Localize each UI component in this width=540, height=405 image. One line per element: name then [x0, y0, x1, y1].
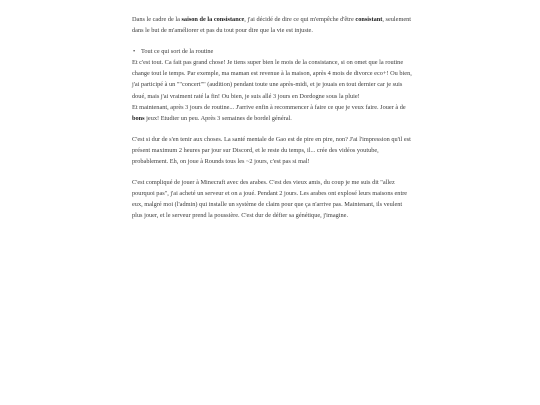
bullet-list — [132, 46, 414, 57]
routine-followup — [132, 102, 414, 125]
intro-bold-consistant: consistant — [355, 16, 383, 23]
gao-paragraph: C'est si dur de s'en tenir aux choses. La santé mentale de Gao est de pire en pire, non? J'ai l'impression qu'il est présent maximum 2 heures par jour sur Discord, et le reste du temps, il... crée des vidéos youtube, probablement. Eh, on joue à Rounds tous les ~2 jours, c'est pas si mal! — [132, 135, 411, 166]
intro-bold-saison: saison de la consistance — [181, 16, 245, 23]
minecraft-paragraph: C'est compliqué de jouer à Minecraft avec des arabes. C'est des vieux amis, du coup je me suis dit "allez pourquoi pas", j'ai acheté un serveur et on a joué. Pendant 2 jours. Les arabes ont explosé leurs maisons entre eux, malgré moi (l'admin) qui installe un système de claim pour que ça n'arrive pas. Maintenant, ils veulent plus jouer, et le serveur prend la poussière. C'est dur de défier sa génétique, j'imagine. — [132, 178, 408, 220]
list-item-routine: • Tout ce qui sort de la routine — [141, 46, 414, 57]
routine-section — [132, 46, 414, 125]
routine-paragraph: Et c'est tout. Ca fait pas grand chose! Je tiens super bien le mois de la consistance, si on omet que la routine change tout le temps. Par exemple, ma maman est revenue à la maison, après 4 mois de divorce eco+! Ou bien, j'ai participé à un ""concert"" (audition) pendant toute une après-midi, et je jouais en tout dernier car je suis doué, mais j'ai vraiment raté la fin! Ou bien, je suis allé 3 jours en Dordogne sous la pluie! — [132, 58, 412, 100]
routine-text-2: Et maintenant, après 3 jours de routine... J'arrive enfin à recommencer à faire ce que je veux faire. Jouer à de — [132, 104, 406, 112]
article-body — [132, 14, 414, 231]
intro-text-2: , j'ai décidé de dire ce qui m'empêche d'être — [244, 16, 356, 23]
intro-text-3: , seulement dans le but de m'améliorer et pas du tout pour dire que la vie est injuste. — [132, 16, 412, 35]
routine-bold-bons: bons — [132, 115, 145, 123]
intro-text-1: Dans le cadre de la — [132, 16, 182, 23]
intro-paragraph — [132, 14, 414, 37]
routine-text-3: jeux! Etudier un peu. Après 3 semaines de bordel général. — [144, 115, 292, 123]
